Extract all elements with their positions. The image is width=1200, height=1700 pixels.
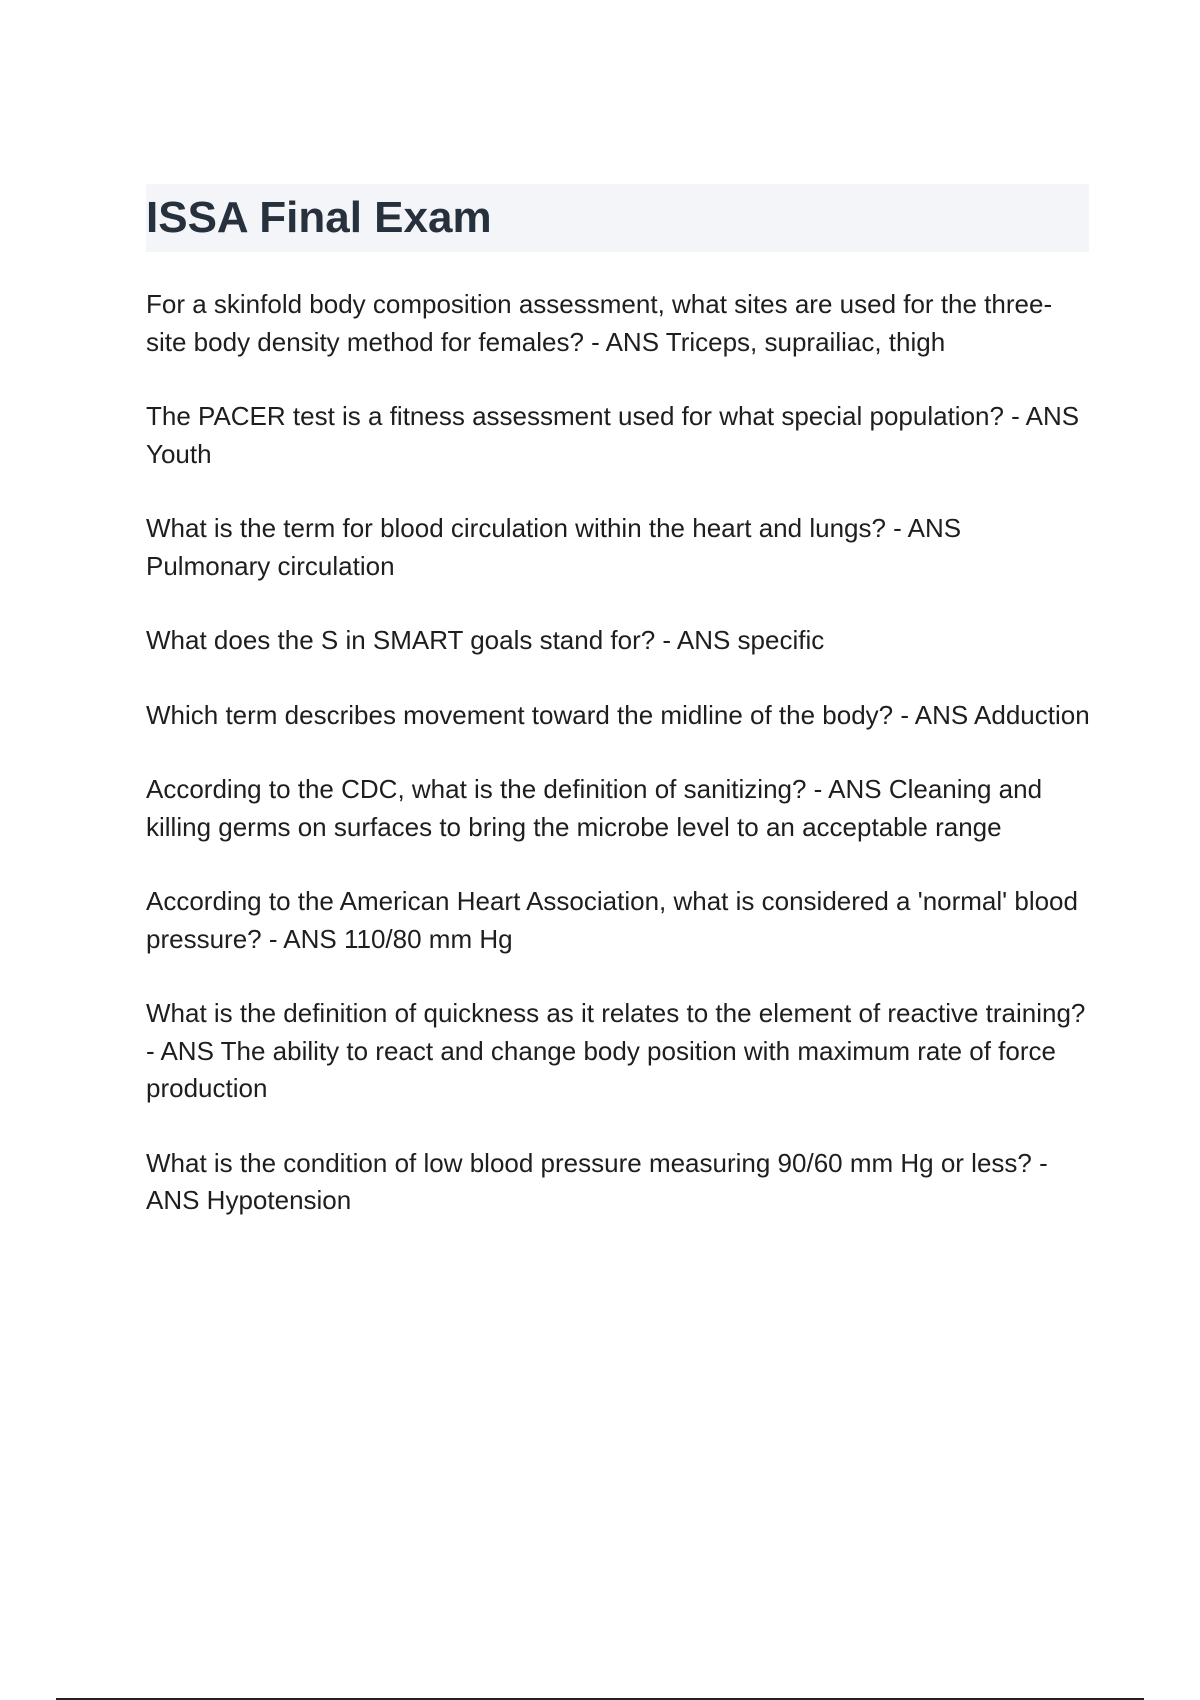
qa-item: What is the term for blood circulation within the heart and lungs? - ANS Pulmonary circulation — [146, 513, 962, 581]
title-banner — [146, 184, 1089, 252]
qa-item: For a skinfold body composition assessment, what sites are used for the three-site body density method for females? - ANS Triceps, suprailiac, thigh — [146, 289, 1053, 357]
qa-item: What does the S in SMART goals stand for? - ANS specific — [146, 625, 825, 655]
question-answer-list — [146, 286, 1091, 1257]
qa-item: What is the condition of low blood pressure measuring 90/60 mm Hg or less? - ANS Hypotension — [146, 1147, 1048, 1215]
qa-item: According to the American Heart Association, what is considered a 'normal' blood pressure? - ANS 110/80 mm Hg — [146, 886, 1078, 954]
qa-item: What is the definition of quickness as it relates to the element of reactive training? - ANS The ability to react and change body position with maximum rate of force production — [146, 998, 1086, 1103]
qa-item: According to the CDC, what is the definition of sanitizing? - ANS Cleaning and killing germs on surfaces to bring the microbe level to an acceptable range — [146, 774, 1043, 842]
qa-item: The PACER test is a fitness assessment used for what special population? - ANS Youth — [146, 401, 1080, 469]
qa-item: Which term describes movement toward the midline of the body? - ANS Adduction — [146, 699, 1090, 730]
page-title: ISSA Final Exam — [146, 193, 492, 242]
